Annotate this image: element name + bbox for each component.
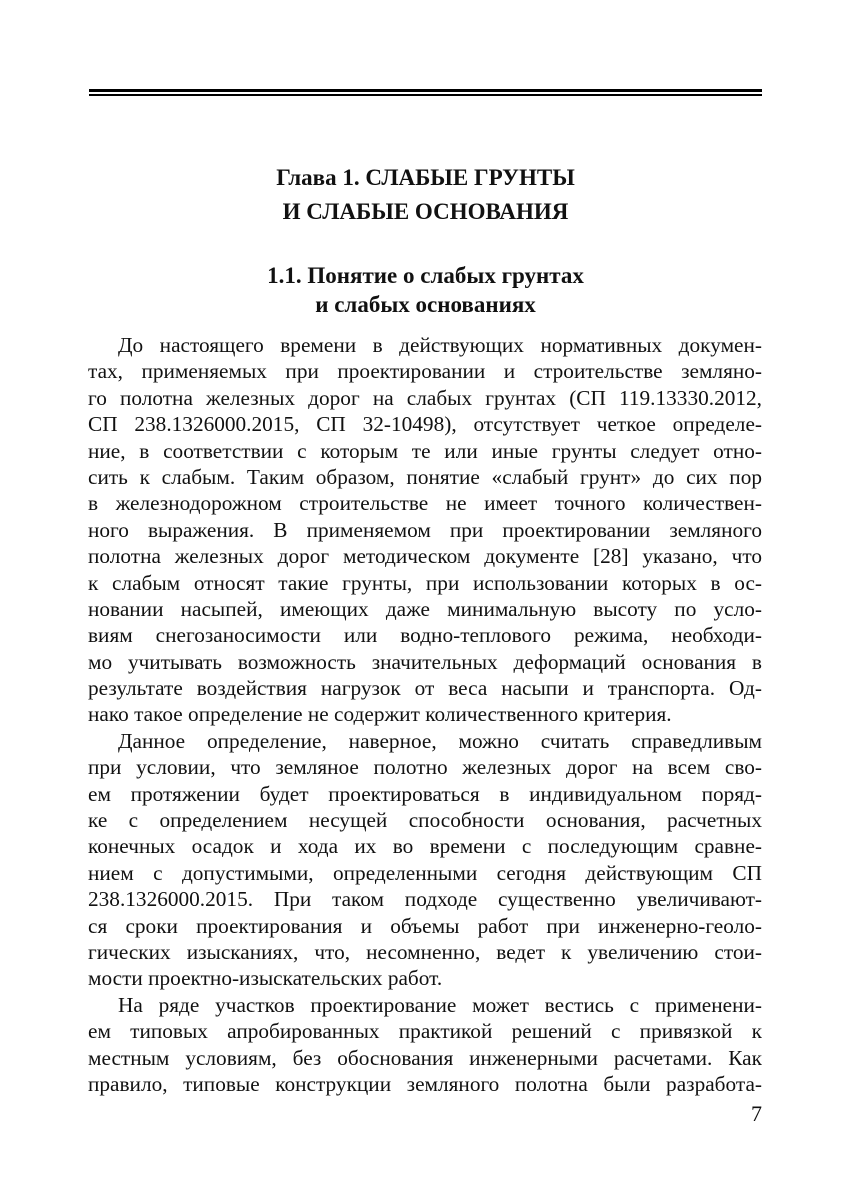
text-line: 238.1326000.2015. При таком подходе существенно увеличивают-	[88, 887, 762, 912]
paragraph	[88, 332, 762, 728]
text-line: мости проектно-изыскательских работ.	[88, 966, 443, 991]
text-line: Данное определение, наверное, можно считать справедливым	[118, 728, 762, 753]
text-line: правило, типовые конструкции земляного полотна были разработа-	[88, 1071, 762, 1096]
text-line: ем протяжении будет проектироваться в индивидуальном поряд-	[88, 781, 762, 806]
text-line: ние, в соответствии с которым те или иные грунты следует отно-	[88, 438, 762, 463]
body-text	[88, 332, 762, 1097]
header-rule-thick	[89, 89, 762, 92]
text-line: результате воздействия нагрузок от веса насыпи и транспорта. Од-	[88, 676, 762, 701]
text-line: гических изысканиях, что, несомненно, ведет к увеличению стои-	[88, 939, 762, 964]
text-line: го полотна железных дорог на слабых грунтах (СП 119.13330.2012,	[88, 385, 762, 410]
text-line: нием с допустимыми, определенными сегодня действующим СП	[88, 860, 762, 885]
page-number: 7	[751, 1101, 762, 1126]
text-line: сить к слабым. Таким образом, понятие «слабый грунт» до сих пор	[88, 464, 762, 489]
section-title-line-2: и слабых основаниях	[315, 292, 536, 317]
text-line: местным условиям, без обоснования инженерными расчетами. Как	[88, 1045, 762, 1070]
text-line: СП 238.1326000.2015, СП 32-10498), отсутствует четкое определе-	[88, 412, 762, 437]
header-rule-thin	[89, 94, 762, 96]
text-line: виям снегозаносимости или водно-теплового режима, необходи-	[88, 623, 762, 648]
text-line: при условии, что земляное полотно железных дорог на всем сво-	[88, 755, 762, 780]
text-line: До настоящего времени в действующих нормативных докумен-	[118, 333, 762, 357]
text-line: ке с определением несущей способности основания, расчетных	[88, 808, 762, 833]
text-line: нако такое определение не содержит количественного критерия.	[88, 702, 672, 727]
text-line: конечных осадок и хода их во времени с последующим сравне-	[88, 834, 762, 859]
text-line: полотна железных дорог методическом документе [28] указано, что	[88, 544, 762, 569]
text-line: ся сроки проектирования и объемы работ при инженерно-геоло-	[88, 913, 762, 938]
chapter-title-line-2: И СЛАБЫЕ ОСНОВАНИЯ	[282, 199, 569, 224]
paragraph	[88, 992, 762, 1098]
text-line: ного выражения. В применяемом при проектировании земляного	[88, 517, 762, 542]
section-title-line-1: 1.1. Понятие о слабых грунтах	[267, 263, 584, 288]
chapter-title-line-1: Глава 1. СЛАБЫЕ ГРУНТЫ	[276, 165, 575, 190]
text-line: ем типовых апробированных практикой решений с привязкой к	[88, 1019, 762, 1044]
text-line: На ряде участков проектирование может вестись с применени-	[118, 992, 762, 1017]
text-line: мо учитывать возможность значительных деформаций основания в	[88, 649, 762, 674]
text-line: к слабым относят такие грунты, при использовании которых в ос-	[88, 570, 762, 595]
text-line: в железнодорожном строительстве не имеет точного количествен-	[88, 491, 762, 516]
paragraph	[88, 728, 762, 992]
text-line: тах, применяемых при проектировании и строительстве земляно-	[88, 359, 762, 384]
text-line: новании насыпей, имеющих даже минимальную высоту по усло-	[88, 596, 762, 621]
